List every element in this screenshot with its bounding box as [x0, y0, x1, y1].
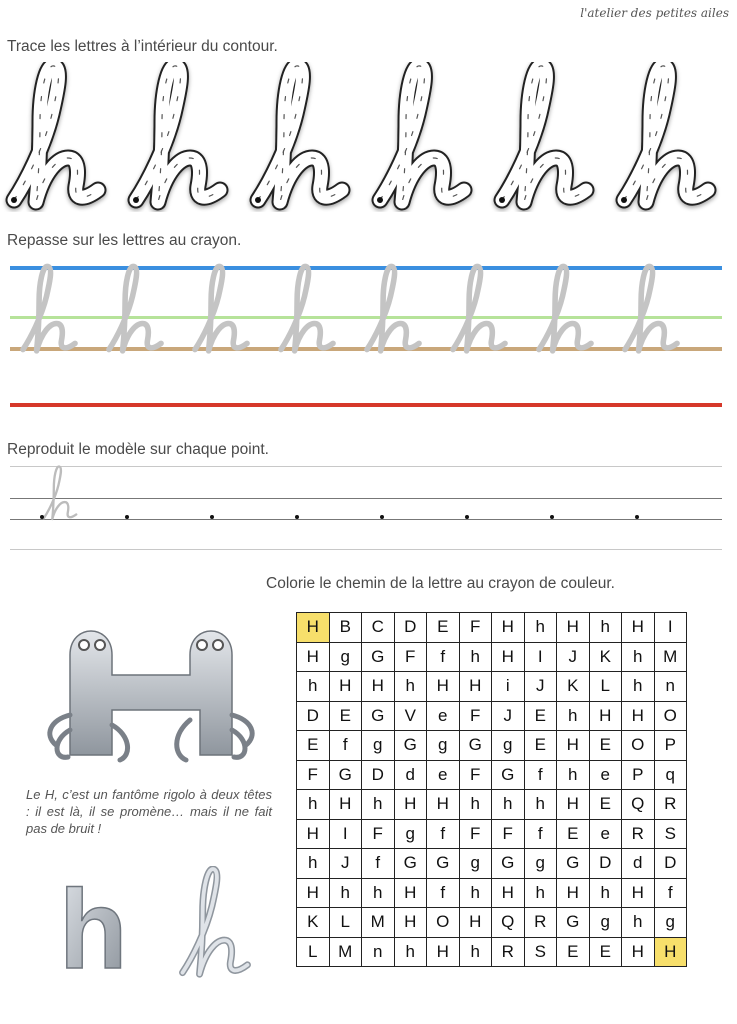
grid-cell[interactable]: H — [492, 878, 525, 908]
grid-cell[interactable]: h — [459, 790, 492, 820]
letter-maze-grid — [296, 612, 687, 967]
grid-cell[interactable]: E — [589, 790, 622, 820]
gray-letter-h — [195, 266, 247, 350]
grid-cell[interactable]: h — [362, 790, 395, 820]
grid-cell[interactable]: H — [492, 613, 525, 643]
grid-cell[interactable]: H — [362, 672, 395, 702]
outlined-letters-row — [0, 62, 737, 212]
grid-cell[interactable]: g — [329, 642, 362, 672]
grid-cell[interactable]: h — [297, 790, 330, 820]
grid-cell[interactable]: g — [492, 731, 525, 761]
grid-cell[interactable]: e — [589, 760, 622, 790]
start-dot — [499, 197, 505, 203]
grid-cell[interactable]: F — [492, 819, 525, 849]
outlined-letter-h — [11, 66, 98, 203]
grid-cell[interactable]: H — [654, 937, 687, 967]
writing-line-4 — [10, 549, 722, 550]
grid-cell[interactable]: G — [492, 760, 525, 790]
grid-cell[interactable]: H — [329, 672, 362, 702]
grid-row — [297, 819, 687, 849]
grid-cell[interactable]: H — [492, 642, 525, 672]
brand-logo — [580, 6, 729, 20]
grid-cell[interactable]: e — [427, 701, 460, 731]
start-dot — [377, 197, 383, 203]
outlined-letter-h — [621, 66, 708, 203]
grid-cell[interactable]: H — [329, 790, 362, 820]
grid-row — [297, 908, 687, 938]
grid-cell[interactable]: F — [459, 760, 492, 790]
grid-cell[interactable]: h — [394, 672, 427, 702]
grid-cell[interactable]: G — [362, 642, 395, 672]
grid-cell[interactable]: L — [297, 937, 330, 967]
grid-cell[interactable]: h — [394, 937, 427, 967]
grid-cell[interactable]: O — [622, 731, 655, 761]
grid-cell[interactable]: R — [622, 819, 655, 849]
grid-cell[interactable]: G — [427, 849, 460, 879]
grid-cell[interactable]: D — [654, 849, 687, 879]
start-dot — [125, 515, 129, 519]
grid-cell[interactable]: e — [427, 760, 460, 790]
gray-letter-h — [367, 266, 419, 350]
grid-cell[interactable]: H — [622, 613, 655, 643]
grid-cell[interactable]: f — [362, 849, 395, 879]
grid-row — [297, 701, 687, 731]
grid-cell[interactable]: E — [524, 701, 557, 731]
grid-cell[interactable]: f — [329, 731, 362, 761]
outlined-letter-h — [499, 66, 586, 203]
grid-cell[interactable]: h — [459, 642, 492, 672]
grid-cell[interactable]: B — [329, 613, 362, 643]
grid-cell[interactable]: H — [297, 613, 330, 643]
grid-cell[interactable]: F — [459, 819, 492, 849]
grid-cell[interactable]: D — [362, 760, 395, 790]
grid-cell[interactable]: K — [589, 642, 622, 672]
grid-cell[interactable]: H — [459, 908, 492, 938]
grid-cell[interactable]: M — [362, 908, 395, 938]
grid-cell[interactable]: H — [394, 878, 427, 908]
grid-cell[interactable]: E — [589, 731, 622, 761]
grid-cell[interactable]: h — [557, 760, 590, 790]
grid-cell[interactable]: h — [622, 642, 655, 672]
grid-cell[interactable]: H — [297, 642, 330, 672]
grid-cell[interactable]: E — [427, 613, 460, 643]
grid-cell[interactable]: h — [524, 613, 557, 643]
grid-cell[interactable]: h — [329, 878, 362, 908]
grid-row — [297, 613, 687, 643]
grid-cell[interactable]: h — [524, 790, 557, 820]
grid-cell[interactable]: h — [297, 672, 330, 702]
grid-row — [297, 731, 687, 761]
instruction-color-path: Colorie le chemin de la lettre au crayon de couleur. — [266, 575, 615, 592]
grid-cell[interactable]: H — [557, 790, 590, 820]
grid-cell[interactable]: h — [492, 790, 525, 820]
grid-cell[interactable]: M — [654, 642, 687, 672]
grid-cell[interactable]: q — [654, 760, 687, 790]
grid-cell[interactable]: e — [589, 819, 622, 849]
grid-cell[interactable]: R — [524, 908, 557, 938]
writing-line-3 — [10, 519, 722, 520]
grid-cell[interactable]: P — [654, 731, 687, 761]
grid-cell[interactable]: h — [589, 878, 622, 908]
grid-cell[interactable]: H — [557, 731, 590, 761]
grid-cell[interactable]: h — [622, 672, 655, 702]
print-letter-h — [55, 876, 135, 976]
grid-cell[interactable]: J — [329, 849, 362, 879]
start-dot — [210, 515, 214, 519]
grid-cell[interactable]: E — [557, 937, 590, 967]
grid-cell[interactable]: Q — [492, 908, 525, 938]
grid-cell[interactable]: F — [297, 760, 330, 790]
grid-cell[interactable]: O — [654, 701, 687, 731]
grid-cell[interactable]: h — [589, 613, 622, 643]
grid-cell[interactable]: g — [654, 908, 687, 938]
gray-letter-h — [539, 266, 591, 350]
grid-cell[interactable]: H — [622, 937, 655, 967]
grid-cell[interactable]: H — [394, 790, 427, 820]
grid-cell[interactable]: V — [394, 701, 427, 731]
instruction-trace-pencil: Repasse sur les lettres au crayon. — [7, 232, 242, 249]
ghost-caption: Le H, c’est un fantôme rigolo à deux têtes : il est là, il se promène… mais il ne fait pas de bruit ! — [26, 787, 272, 836]
start-dot — [550, 515, 554, 519]
grid-cell[interactable]: H — [297, 819, 330, 849]
grid-cell[interactable]: n — [362, 937, 395, 967]
grid-cell[interactable]: G — [394, 731, 427, 761]
instruction-trace-outline: Trace les lettres à l’intérieur du contour. — [7, 38, 278, 55]
grid-cell[interactable]: g — [524, 849, 557, 879]
grid-cell[interactable]: D — [589, 849, 622, 879]
gray-letter-h — [625, 266, 677, 350]
grid-cell[interactable]: C — [362, 613, 395, 643]
gray-letter-h — [23, 266, 75, 350]
grid-cell[interactable]: i — [492, 672, 525, 702]
grid-cell[interactable]: E — [524, 731, 557, 761]
grid-cell[interactable]: H — [427, 672, 460, 702]
grid-cell[interactable]: F — [394, 642, 427, 672]
start-dot — [621, 197, 627, 203]
gray-letters-row — [0, 260, 737, 360]
grid-cell[interactable]: H — [459, 672, 492, 702]
grid-cell[interactable]: I — [524, 642, 557, 672]
grid-cell[interactable]: G — [557, 849, 590, 879]
start-dot — [11, 197, 17, 203]
grid-row — [297, 642, 687, 672]
grid-cell[interactable]: E — [589, 937, 622, 967]
start-dot — [133, 197, 139, 203]
grid-cell[interactable]: E — [329, 701, 362, 731]
grid-cell[interactable]: h — [557, 701, 590, 731]
grid-cell[interactable]: K — [557, 672, 590, 702]
model-letter-h — [30, 465, 90, 521]
grid-cell[interactable]: H — [622, 878, 655, 908]
brand-text: l'atelier des petites ailes — [580, 6, 729, 20]
grid-cell[interactable]: d — [622, 849, 655, 879]
grid-cell[interactable]: g — [589, 908, 622, 938]
writing-line-2 — [10, 498, 722, 499]
grid-cell[interactable]: g — [394, 819, 427, 849]
svg-text:h: h — [59, 876, 128, 976]
grid-cell[interactable]: g — [362, 731, 395, 761]
grid-cell[interactable]: P — [622, 760, 655, 790]
instruction-reproduce: Reproduit le modèle sur chaque point. — [7, 441, 269, 458]
grid-cell[interactable]: G — [394, 849, 427, 879]
grid-cell[interactable]: n — [654, 672, 687, 702]
grid-cell[interactable]: G — [492, 849, 525, 879]
grid-cell[interactable]: S — [524, 937, 557, 967]
grid-cell[interactable]: h — [297, 849, 330, 879]
grid-row — [297, 849, 687, 879]
gray-letter-h — [453, 266, 505, 350]
grid-cell[interactable]: H — [394, 908, 427, 938]
grid-cell[interactable]: f — [427, 819, 460, 849]
gray-letter-h — [109, 266, 161, 350]
grid-cell[interactable]: h — [459, 878, 492, 908]
grid-cell[interactable]: H — [427, 790, 460, 820]
outlined-letter-h — [255, 66, 342, 203]
grid-cell[interactable]: d — [394, 760, 427, 790]
grid-cell[interactable]: E — [557, 819, 590, 849]
grid-cell[interactable]: h — [622, 908, 655, 938]
grid-cell[interactable]: G — [329, 760, 362, 790]
grid-cell[interactable]: G — [459, 731, 492, 761]
grid-cell[interactable]: h — [524, 878, 557, 908]
writing-line-1 — [10, 466, 722, 467]
grid-cell[interactable]: h — [459, 937, 492, 967]
grid-cell[interactable]: f — [654, 878, 687, 908]
grid-row — [297, 672, 687, 702]
octopus-h-illustration — [40, 605, 280, 775]
grid-cell[interactable]: I — [329, 819, 362, 849]
grid-cell[interactable]: L — [329, 908, 362, 938]
grid-cell[interactable]: H — [589, 701, 622, 731]
gray-letter-h — [281, 266, 333, 350]
grid-cell[interactable]: g — [459, 849, 492, 879]
outlined-letter-h — [133, 66, 220, 203]
grid-cell[interactable]: D — [297, 701, 330, 731]
grid-cell[interactable]: f — [427, 878, 460, 908]
grid-cell[interactable]: E — [297, 731, 330, 761]
grid-cell[interactable]: R — [492, 937, 525, 967]
guide-line-bottom — [10, 403, 722, 407]
grid-cell[interactable]: L — [589, 672, 622, 702]
grid-cell[interactable]: J — [557, 642, 590, 672]
grid-cell[interactable]: f — [524, 760, 557, 790]
grid-cell[interactable]: J — [524, 672, 557, 702]
grid-cell[interactable]: G — [362, 701, 395, 731]
start-dot — [465, 515, 469, 519]
grid-cell[interactable]: J — [492, 701, 525, 731]
outlined-letter-h — [377, 66, 464, 203]
grid-cell[interactable]: F — [459, 613, 492, 643]
grid-cell[interactable]: O — [427, 908, 460, 938]
grid-cell[interactable]: G — [557, 908, 590, 938]
start-dot — [255, 197, 261, 203]
grid-cell[interactable]: F — [459, 701, 492, 731]
grid-cell[interactable]: H — [557, 613, 590, 643]
cursive-letter-h-3d — [170, 866, 260, 978]
start-dot — [295, 515, 299, 519]
start-dot — [40, 515, 44, 519]
grid-cell[interactable]: M — [329, 937, 362, 967]
grid-cell[interactable]: S — [654, 819, 687, 849]
grid-row — [297, 790, 687, 820]
grid-cell[interactable]: I — [654, 613, 687, 643]
grid-row — [297, 760, 687, 790]
grid-row — [297, 937, 687, 967]
grid-cell[interactable]: D — [394, 613, 427, 643]
grid-cell[interactable]: H — [427, 937, 460, 967]
grid-row — [297, 878, 687, 908]
grid-cell[interactable]: g — [427, 731, 460, 761]
grid-cell[interactable]: F — [362, 819, 395, 849]
start-dot — [635, 515, 639, 519]
grid-cell[interactable]: H — [622, 701, 655, 731]
grid-cell[interactable]: H — [557, 878, 590, 908]
grid-cell[interactable]: H — [297, 878, 330, 908]
grid-cell[interactable]: R — [654, 790, 687, 820]
grid-cell[interactable]: f — [524, 819, 557, 849]
grid-cell[interactable]: h — [362, 878, 395, 908]
grid-cell[interactable]: f — [427, 642, 460, 672]
grid-cell[interactable]: Q — [622, 790, 655, 820]
grid-cell[interactable]: K — [297, 908, 330, 938]
start-dot — [380, 515, 384, 519]
